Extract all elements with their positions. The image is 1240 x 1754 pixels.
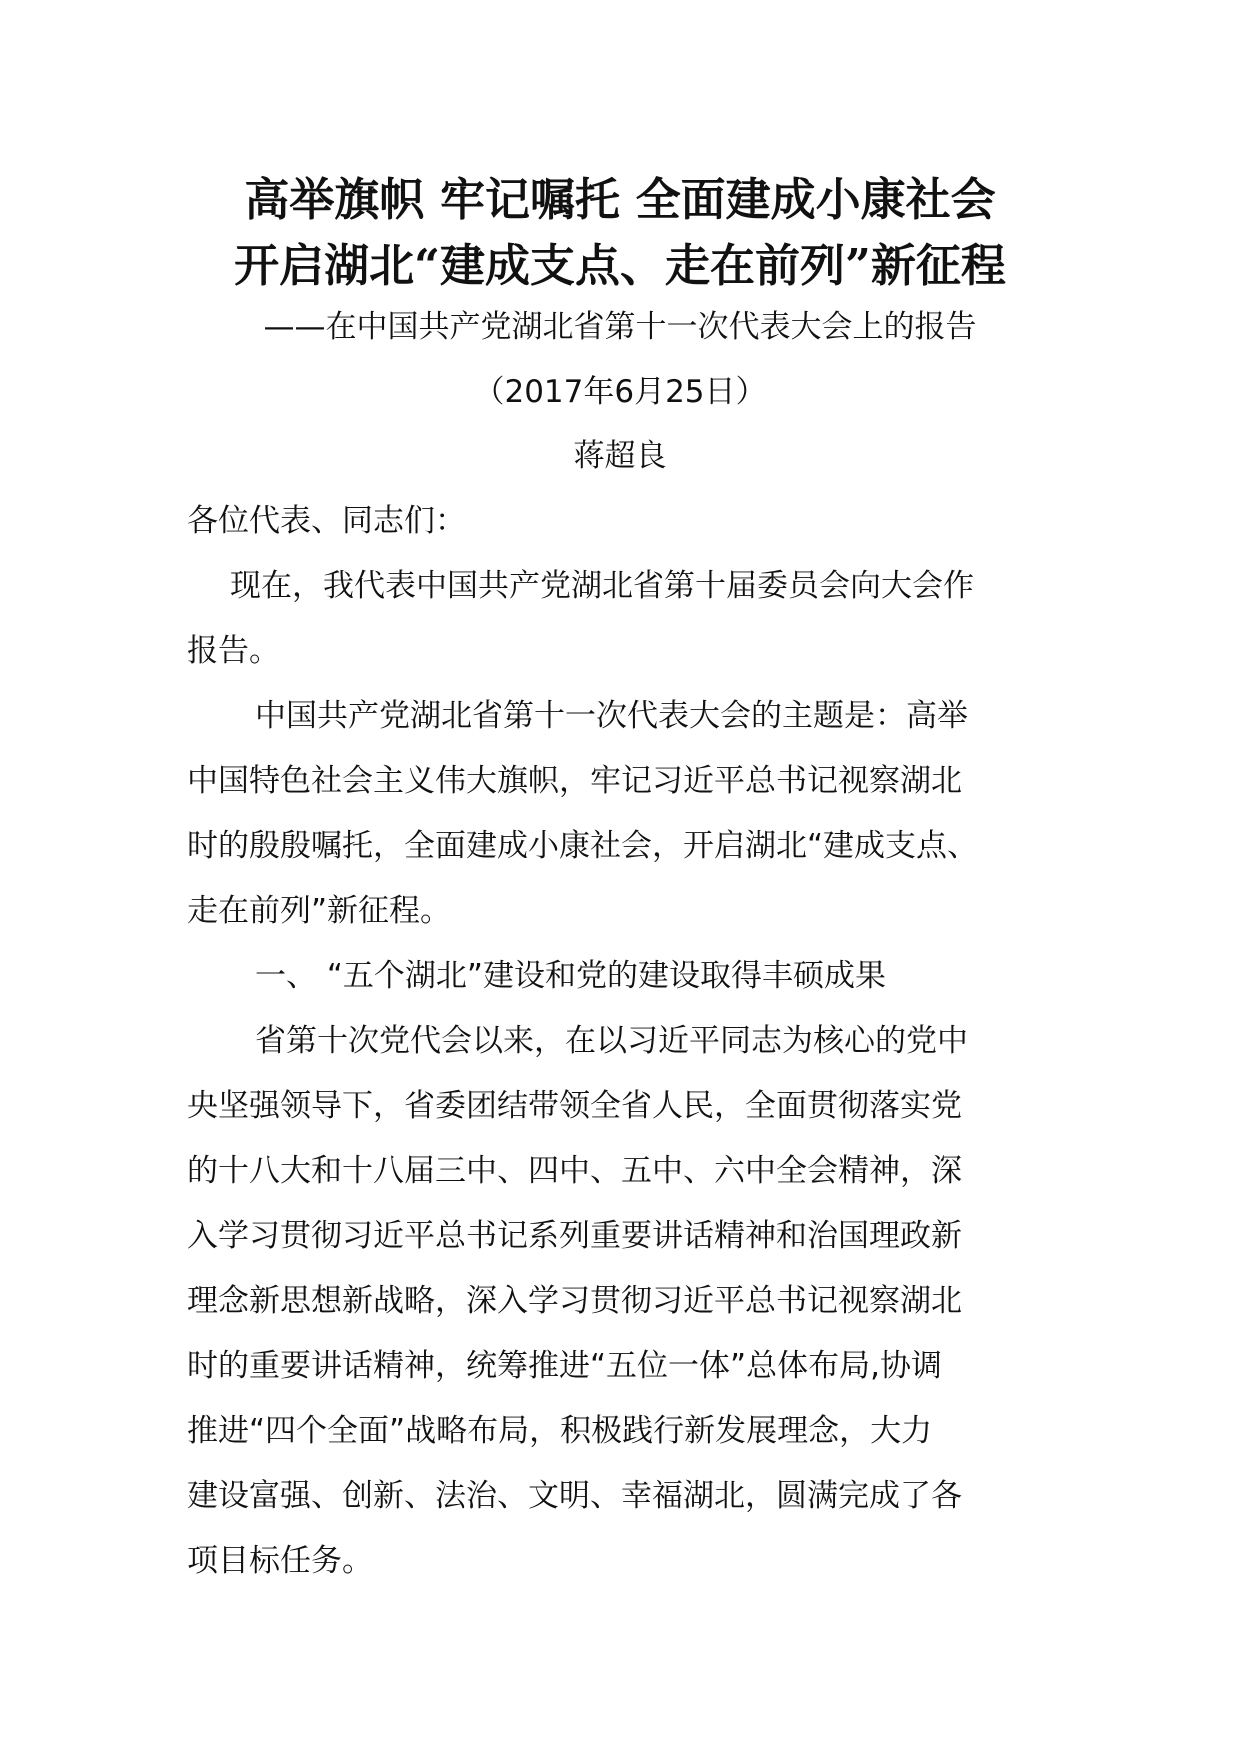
report-date: （2017年6月25日） (473, 374, 767, 410)
paragraph-2-line: 时的殷殷嘱托，全面建成小康社会，开启湖北“建成支点、 (187, 828, 979, 864)
title-line-1: 高举旗帜 牢记嘱托 全面建成小康社会 (244, 173, 996, 226)
paragraph-2-line: 走在前列”新征程。 (187, 893, 452, 929)
paragraph-3-line: 入学习贯彻习近平总书记系列重要讲话精神和治国理政新 (187, 1218, 962, 1254)
subtitle: ——在中国共产党湖北省第十一次代表大会上的报告 (263, 309, 977, 345)
paragraph-3-line: 的十八大和十八届三中、四中、五中、六中全会精神，深 (187, 1153, 962, 1189)
paragraph-3-line: 建设富强、创新、法治、文明、幸福湖北，圆满完成了各 (187, 1478, 962, 1514)
paragraph-3-line: 推进“四个全面”战略布局，积极践行新发展理念，大力 (187, 1413, 933, 1449)
paragraph-2-line: 中国共产党湖北省第十一次代表大会的主题是：高举 (255, 698, 968, 734)
paragraph-1-line: 报告。 (187, 633, 280, 669)
paragraph-1-line: 现在，我代表中国共产党湖北省第十届委员会向大会作 (230, 568, 974, 604)
section-heading: 一、 “五个湖北”建设和党的建设取得丰硕成果 (255, 958, 886, 994)
paragraph-3-line: 省第十次党代会以来，在以习近平同志为核心的党中 (255, 1023, 968, 1059)
paragraph-3-line: 项目标任务。 (187, 1543, 373, 1579)
paragraph-2-line: 中国特色社会主义伟大旗帜，牢记习近平总书记视察湖北 (187, 763, 962, 799)
salutation: 各位代表、同志们： (187, 503, 466, 539)
title-line-2: 开启湖北“建成支点、走在前列”新征程 (234, 239, 1006, 292)
paragraph-3-line: 时的重要讲话精神，统筹推进“五位一体”总体布局,协调 (187, 1348, 942, 1384)
paragraph-3-line: 理念新思想新战略，深入学习贯彻习近平总书记视察湖北 (187, 1283, 962, 1319)
paragraph-3-line: 央坚强领导下，省委团结带领全省人民，全面贯彻落实党 (187, 1088, 962, 1124)
author-name: 蒋超良 (573, 438, 667, 474)
